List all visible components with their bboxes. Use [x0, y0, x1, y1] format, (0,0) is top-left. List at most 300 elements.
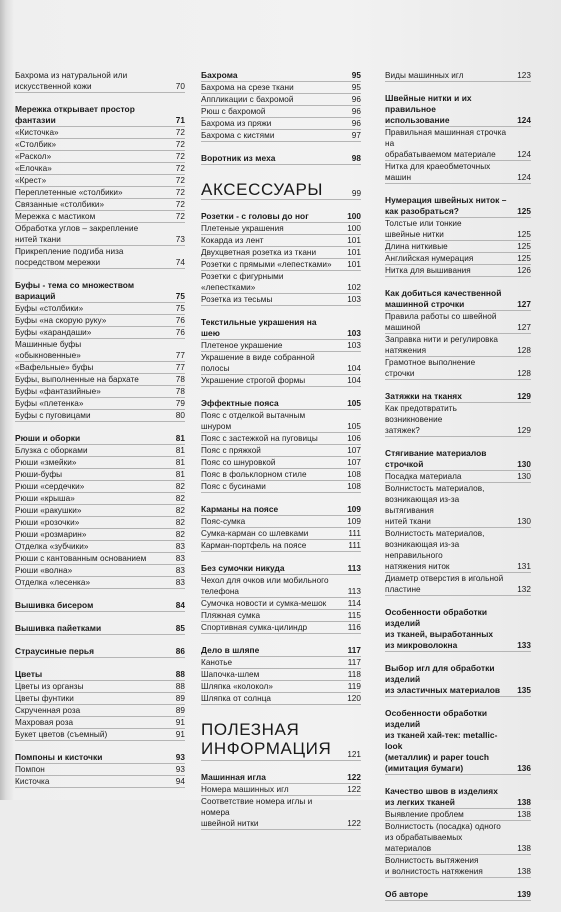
toc-heading-entry[interactable]: [15, 104, 185, 127]
toc-entry-title: Буфы, выполненные на бархате: [15, 375, 139, 384]
toc-section: [15, 623, 185, 635]
toc-page-number: 91: [175, 718, 185, 727]
toc-entry[interactable]: [201, 657, 361, 669]
toc-section: [385, 195, 531, 277]
toc-entry[interactable]: [201, 528, 361, 540]
toc-page-number: 82: [175, 482, 185, 491]
toc-heading-entry[interactable]: [385, 288, 531, 299]
toc-page-number: 95: [351, 83, 361, 92]
toc-entry-title: вариаций: [15, 291, 56, 301]
toc-entry[interactable]: [201, 82, 361, 94]
part-title: ПОЛЕЗНАЯ: [201, 720, 300, 739]
toc-heading-entry[interactable]: [15, 280, 185, 291]
toc-entry-title: Помпон: [15, 765, 45, 774]
toc-heading-entry[interactable]: [385, 640, 531, 652]
toc-page-number: 122: [347, 819, 361, 828]
toc-entry-title: полосы: [201, 364, 230, 373]
toc-entry-title: «Вафельные» буфы: [15, 363, 94, 372]
toc-entry-title: из тканей, выработанных: [385, 629, 494, 639]
toc-entry[interactable]: [201, 363, 361, 375]
toc-entry[interactable]: [201, 469, 361, 481]
toc-entry[interactable]: [385, 357, 531, 380]
toc-entry-title: (металлик) и paper touch: [385, 752, 489, 762]
toc-entry-title: Шляпка «колокол»: [201, 682, 273, 691]
toc-heading-entry[interactable]: [15, 291, 185, 303]
toc-page-number: 74: [175, 258, 185, 267]
toc-section: [201, 772, 361, 830]
toc-page-number: 81: [175, 470, 185, 479]
toc-heading-entry[interactable]: [15, 623, 185, 635]
toc-entry-title: Скрученная роза: [15, 706, 81, 715]
toc-entry[interactable]: [15, 223, 185, 234]
toc-page-number: 107: [347, 458, 361, 467]
toc-entry[interactable]: [15, 374, 185, 386]
toc-entry-title: Посадка материала: [385, 472, 462, 481]
toc-entry[interactable]: [15, 211, 185, 223]
toc-entry[interactable]: [201, 445, 361, 457]
toc-entry[interactable]: [15, 693, 185, 705]
toc-entry[interactable]: [385, 561, 531, 573]
toc-page-number: 124: [517, 116, 531, 125]
toc-entry-title: Рюши «крыша»: [15, 494, 75, 503]
toc-entry-title: Рюши «розочки»: [15, 518, 80, 527]
toc-section: [201, 317, 361, 387]
toc-heading-entry[interactable]: [385, 195, 531, 206]
toc-heading-entry[interactable]: [201, 563, 361, 575]
toc-entry[interactable]: [15, 717, 185, 729]
toc-page-number: 93: [175, 753, 185, 762]
toc-heading-entry[interactable]: [15, 646, 185, 658]
part-title-line-2: ИНФОРМАЦИЯ: [201, 739, 332, 758]
toc-page-number: 119: [347, 682, 361, 691]
toc-entry[interactable]: [385, 584, 531, 596]
toc-section: [385, 663, 531, 697]
toc-heading-entry[interactable]: [201, 645, 361, 657]
toc-entry-title: из микроволокна: [385, 640, 458, 650]
toc-page-number: 72: [175, 164, 185, 173]
toc-page-number: 83: [175, 542, 185, 551]
toc-entry[interactable]: [15, 70, 185, 81]
toc-entry[interactable]: [385, 821, 531, 832]
toc-entry-title: Выбор игл для обработки изделий: [385, 663, 495, 684]
toc-entry[interactable]: [15, 445, 185, 457]
toc-entry[interactable]: [385, 403, 531, 425]
toc-entry[interactable]: [201, 622, 361, 634]
toc-entry[interactable]: [201, 410, 361, 433]
toc-entry-title: Кокарда из лент: [201, 236, 264, 245]
toc-page-number: 78: [175, 375, 185, 384]
toc-page-number: 121: [347, 750, 361, 759]
toc-entry[interactable]: [385, 425, 531, 437]
toc-entry[interactable]: [385, 70, 531, 82]
toc-entry[interactable]: [201, 575, 361, 586]
toc-entry[interactable]: [201, 352, 361, 363]
toc-heading-entry[interactable]: [201, 504, 361, 516]
toc-entry[interactable]: [15, 187, 185, 199]
toc-entry[interactable]: [15, 729, 185, 741]
toc-entry-title: и волнистость натяжения: [385, 867, 483, 876]
toc-entry[interactable]: [15, 469, 185, 481]
toc-entry[interactable]: [385, 471, 531, 483]
toc-entry[interactable]: [201, 669, 361, 681]
toc-entry[interactable]: [385, 127, 531, 149]
toc-heading-entry[interactable]: [385, 607, 531, 629]
toc-entry-title: «Елочка»: [15, 164, 52, 173]
toc-entry[interactable]: [15, 553, 185, 565]
toc-entry[interactable]: [15, 541, 185, 553]
toc-entry[interactable]: [15, 493, 185, 505]
toc-entry[interactable]: [385, 241, 531, 253]
toc-entry[interactable]: [385, 322, 531, 334]
toc-entry[interactable]: [385, 539, 531, 561]
toc-entry-title: из тканей хай-тек: metallic-look: [385, 730, 498, 751]
toc-page-number: 130: [517, 517, 531, 526]
toc-entry-title: Рюши с кантованным основанием: [15, 554, 147, 563]
toc-entry-title: Заправка нити и регулировка: [385, 335, 499, 344]
toc-entry-title: Воротник из меха: [201, 153, 276, 163]
toc-entry[interactable]: [201, 340, 361, 352]
toc-page-number: 133: [517, 641, 531, 650]
toc-entry-title: Без сумочки никуда: [201, 563, 285, 573]
toc-entry[interactable]: [15, 339, 185, 350]
toc-entry-title: Вышивка бисером: [15, 600, 94, 610]
toc-entry[interactable]: [385, 334, 531, 345]
toc-heading-entry[interactable]: [385, 93, 531, 115]
toc-entry[interactable]: [201, 294, 361, 306]
toc-entry[interactable]: [385, 161, 531, 184]
toc-entry[interactable]: [201, 784, 361, 796]
toc-entry[interactable]: [201, 130, 361, 142]
toc-heading-entry[interactable]: [15, 600, 185, 612]
toc-entry-title: Бахрома из натуральной или: [15, 71, 128, 80]
toc-entry[interactable]: [15, 517, 185, 529]
toc-entry[interactable]: [385, 345, 531, 357]
toc-entry[interactable]: [201, 586, 361, 598]
toc-page-number: 71: [175, 116, 185, 125]
toc-entry-title: Пояс-сумка: [201, 517, 246, 526]
toc-entry-title: машиной: [385, 323, 421, 332]
toc-entry[interactable]: [385, 573, 531, 584]
toc-entry-title: Украшение строгой формы: [201, 376, 306, 385]
toc-entry[interactable]: [201, 457, 361, 469]
toc-entry-title: Швейные нитки и их правильное: [385, 93, 472, 114]
toc-section: [15, 104, 185, 269]
toc-page-number: 79: [175, 399, 185, 408]
toc-heading-entry[interactable]: [385, 797, 531, 809]
toc-entry[interactable]: [201, 481, 361, 493]
toc-heading-entry[interactable]: [385, 391, 531, 403]
toc-page-number: 125: [517, 230, 531, 239]
toc-heading-entry[interactable]: [201, 70, 361, 82]
toc-page-number: 138: [517, 798, 531, 807]
toc-entry[interactable]: [15, 776, 185, 788]
toc-heading-entry[interactable]: [201, 772, 361, 784]
toc-entry[interactable]: [385, 809, 531, 821]
toc-entry-title: Пояс с бусинами: [201, 482, 266, 491]
toc-entry-title: «Столбик»: [15, 140, 57, 149]
toc-entry[interactable]: [15, 127, 185, 139]
toc-entry[interactable]: [15, 139, 185, 151]
toc-entry-title: Об авторе: [385, 889, 429, 899]
toc-entry[interactable]: [15, 764, 185, 776]
toc-entry[interactable]: [201, 375, 361, 387]
toc-heading-entry[interactable]: [385, 708, 531, 730]
toc-page-number: 100: [347, 224, 361, 233]
toc-entry-title: Бахрома из пряжи: [201, 119, 272, 128]
toc-heading-entry[interactable]: [385, 786, 531, 797]
toc-page-number: 104: [347, 364, 361, 373]
toc-entry[interactable]: [385, 149, 531, 161]
toc-section: [201, 563, 361, 634]
toc-section: [15, 752, 185, 788]
toc-heading-entry[interactable]: [15, 752, 185, 764]
toc-section: [201, 504, 361, 552]
toc-entry-title: Правила работы со швейной: [385, 312, 497, 321]
toc-entry-title: нитей ткани: [15, 235, 61, 244]
toc-page-number: 83: [175, 578, 185, 587]
toc-entry-title: Пояс со шнуровкой: [201, 458, 276, 467]
toc-entry-title: Буфы «на скорую руку»: [15, 316, 107, 325]
toc-entry[interactable]: [15, 362, 185, 374]
toc-page-number: 82: [175, 506, 185, 515]
toc-page-number: 85: [175, 624, 185, 633]
toc-page-number: 96: [351, 119, 361, 128]
toc-page-number: 93: [175, 765, 185, 774]
toc-entry-title: швейной нитки: [201, 819, 259, 828]
toc-entry-title: Текстильные украшения на шею: [201, 317, 317, 338]
toc-page-number: 108: [347, 470, 361, 479]
toc-entry-title: Карман-портфель на поясе: [201, 541, 307, 550]
toc-heading-entry[interactable]: [385, 752, 531, 763]
toc-section: [385, 70, 531, 82]
toc-entry-title: как разобраться?: [385, 206, 459, 216]
toc-entry-title: Рюши «розмарин»: [15, 530, 87, 539]
toc-heading-entry[interactable]: [15, 669, 185, 681]
toc-entry[interactable]: [201, 259, 361, 271]
toc-page-number: 72: [175, 176, 185, 185]
toc-page-number: 96: [351, 95, 361, 104]
toc-page-number: 116: [347, 623, 361, 632]
toc-entry-title: Пояс в фольклорном стиле: [201, 470, 307, 479]
toc-entry[interactable]: [15, 457, 185, 469]
toc-page-number: 111: [348, 541, 361, 550]
toc-entry-title: Волнистость материалов,: [385, 484, 485, 493]
toc-page-number: 135: [517, 686, 531, 695]
toc-heading-entry[interactable]: [201, 317, 361, 340]
toc-page-number: 89: [175, 694, 185, 703]
toc-page-number: 129: [517, 426, 531, 435]
toc-entry[interactable]: [201, 610, 361, 622]
toc-entry[interactable]: [385, 229, 531, 241]
toc-heading-entry[interactable]: [385, 685, 531, 697]
toc-entry-title: Качество швов в изделиях: [385, 786, 498, 796]
toc-heading-entry[interactable]: [385, 206, 531, 218]
toc-entry[interactable]: [201, 247, 361, 259]
toc-entry-title: Нитка для вышивания: [385, 266, 471, 275]
toc-entry-title: Шляпка от солнца: [201, 694, 272, 703]
toc-entry[interactable]: [15, 175, 185, 187]
toc-page-number: 96: [351, 107, 361, 116]
toc-entry[interactable]: [15, 505, 185, 517]
toc-entry-title: швейные нитки: [385, 230, 444, 239]
toc-page-number: 107: [347, 446, 361, 455]
toc-entry[interactable]: [15, 681, 185, 693]
toc-entry[interactable]: [15, 163, 185, 175]
toc-entry[interactable]: [15, 705, 185, 717]
toc-page-number: 72: [175, 152, 185, 161]
toc-entry[interactable]: [15, 315, 185, 327]
toc-entry[interactable]: [15, 81, 185, 93]
toc-page-number: 122: [347, 785, 361, 794]
toc-entry-title: Эффектные пояса: [201, 398, 279, 408]
toc-entry[interactable]: [15, 246, 185, 257]
toc-page-number: 83: [175, 554, 185, 563]
toc-page-number: 104: [347, 376, 361, 385]
toc-section: [201, 645, 361, 705]
toc-page-number: 117: [347, 658, 361, 667]
toc-entry-title: натяжения: [385, 346, 427, 355]
toc-heading-entry[interactable]: [385, 115, 531, 127]
toc-entry[interactable]: [385, 311, 531, 322]
toc-heading-entry[interactable]: [15, 433, 185, 445]
toc-heading-entry[interactable]: [201, 153, 361, 165]
toc-entry-title: Чехол для очков или мобильного: [201, 576, 329, 585]
toc-entry-title: Как добиться качественной: [385, 288, 502, 298]
toc-entry-title: Цветы фунтики: [15, 694, 74, 703]
toc-entry[interactable]: [201, 516, 361, 528]
toc-section: [15, 280, 185, 422]
toc-heading-entry[interactable]: [385, 889, 531, 901]
toc-entry[interactable]: [201, 118, 361, 130]
toc-entry-title: Блузка с оборками: [15, 446, 88, 455]
toc-entry-title: Сумочка новости и сумка-мешок: [201, 599, 327, 608]
toc-entry[interactable]: [15, 350, 185, 362]
toc-entry[interactable]: [385, 265, 531, 277]
toc-part-heading[interactable]: [201, 176, 361, 200]
toc-page-number: 109: [347, 517, 361, 526]
toc-entry[interactable]: [201, 106, 361, 118]
toc-entry[interactable]: [201, 796, 361, 818]
toc-entry-title: «Кисточка»: [15, 128, 59, 137]
toc-entry[interactable]: [385, 516, 531, 528]
toc-entry[interactable]: [385, 855, 531, 866]
toc-heading-entry[interactable]: [385, 763, 531, 775]
toc-page-number: 88: [175, 670, 185, 679]
toc-heading-entry[interactable]: [385, 629, 531, 640]
toc-page-number: 105: [347, 422, 361, 431]
toc-entry-title: Бахрома на срезе ткани: [201, 83, 294, 92]
toc-page-number: 81: [175, 434, 185, 443]
toc-entry[interactable]: [201, 223, 361, 235]
toc-page-number: 128: [517, 369, 531, 378]
toc-page-number: 81: [175, 458, 185, 467]
toc-page-number: 95: [351, 71, 361, 80]
toc-page-number: 91: [175, 730, 185, 739]
toc-entry-title: Как предотвратить возникновение: [385, 404, 457, 424]
toc-entry-title: Бахрома: [201, 70, 238, 80]
toc-page-number: 84: [175, 601, 185, 610]
toc-entry[interactable]: [15, 327, 185, 339]
toc-entry-title: машинной строчки: [385, 299, 465, 309]
toc-page-number: 109: [347, 505, 361, 514]
toc-entry[interactable]: [15, 386, 185, 398]
toc-entry[interactable]: [15, 234, 185, 246]
toc-entry[interactable]: [385, 866, 531, 878]
toc-page-number: 103: [347, 341, 361, 350]
toc-page-number: 124: [517, 173, 531, 182]
toc-entry-title: Двухцветная розетка из ткани: [201, 248, 317, 257]
toc-entry-title: Канотье: [201, 658, 233, 667]
toc-entry[interactable]: [15, 577, 185, 589]
toc-entry-title: Грамотное выполнение строчки: [385, 358, 476, 378]
toc-entry[interactable]: [385, 483, 531, 494]
toc-page-number: 82: [175, 530, 185, 539]
toc-page-number: 126: [517, 266, 531, 275]
toc-entry[interactable]: [385, 253, 531, 265]
toc-entry[interactable]: [385, 528, 531, 539]
toc-section: [15, 433, 185, 589]
toc-entry[interactable]: [201, 681, 361, 693]
toc-heading-entry[interactable]: [201, 211, 361, 223]
toc-entry[interactable]: [201, 271, 361, 294]
toc-entry-title: Толстые или тонкие: [385, 219, 462, 228]
toc-entry-title: Цветы: [15, 669, 43, 679]
toc-entry[interactable]: [15, 257, 185, 269]
toc-entry[interactable]: [201, 818, 361, 830]
toc-entry[interactable]: [201, 693, 361, 705]
toc-section: [15, 669, 185, 741]
toc-section: [385, 288, 531, 380]
toc-entry-title: Волнистость (посадка) одного: [385, 822, 501, 831]
toc-entry[interactable]: [385, 218, 531, 229]
toc-entry[interactable]: [385, 494, 531, 516]
toc-entry[interactable]: [15, 151, 185, 163]
toc-entry[interactable]: [15, 529, 185, 541]
toc-heading-entry[interactable]: [201, 398, 361, 410]
toc-entry-title: Буфы с пуговицами: [15, 411, 91, 420]
toc-heading-entry[interactable]: [385, 448, 531, 471]
toc-entry-title: «Крест»: [15, 176, 47, 185]
toc-entry-title: Рюши «ракушки»: [15, 506, 82, 515]
toc-entry[interactable]: [15, 303, 185, 315]
toc-heading-entry[interactable]: [385, 730, 531, 752]
toc-entry[interactable]: [201, 235, 361, 247]
toc-part-heading[interactable]: [201, 716, 361, 761]
toc-entry[interactable]: [15, 199, 185, 211]
toc-heading-entry[interactable]: [385, 663, 531, 685]
toc-section: [15, 646, 185, 658]
toc-entry-title: Пляжная сумка: [201, 611, 261, 620]
toc-heading-entry[interactable]: [385, 299, 531, 311]
toc-page-number: 105: [347, 399, 361, 408]
toc-section: [385, 391, 531, 437]
toc-entry-title: Особенности обработки изделий: [385, 607, 488, 628]
toc-entry[interactable]: [201, 433, 361, 445]
toc-page-number: 120: [347, 694, 361, 703]
toc-page-number: 138: [517, 810, 531, 819]
toc-page-number: 77: [175, 363, 185, 372]
toc-entry[interactable]: [385, 832, 531, 855]
toc-entry[interactable]: [201, 94, 361, 106]
toc-entry[interactable]: [15, 565, 185, 577]
toc-entry[interactable]: [15, 410, 185, 422]
toc-page-number: 72: [175, 212, 185, 221]
toc-entry[interactable]: [15, 481, 185, 493]
toc-entry[interactable]: [15, 398, 185, 410]
toc-entry-title: Рюши «змейки»: [15, 458, 77, 467]
toc-entry[interactable]: [201, 598, 361, 610]
toc-entry[interactable]: [201, 540, 361, 552]
